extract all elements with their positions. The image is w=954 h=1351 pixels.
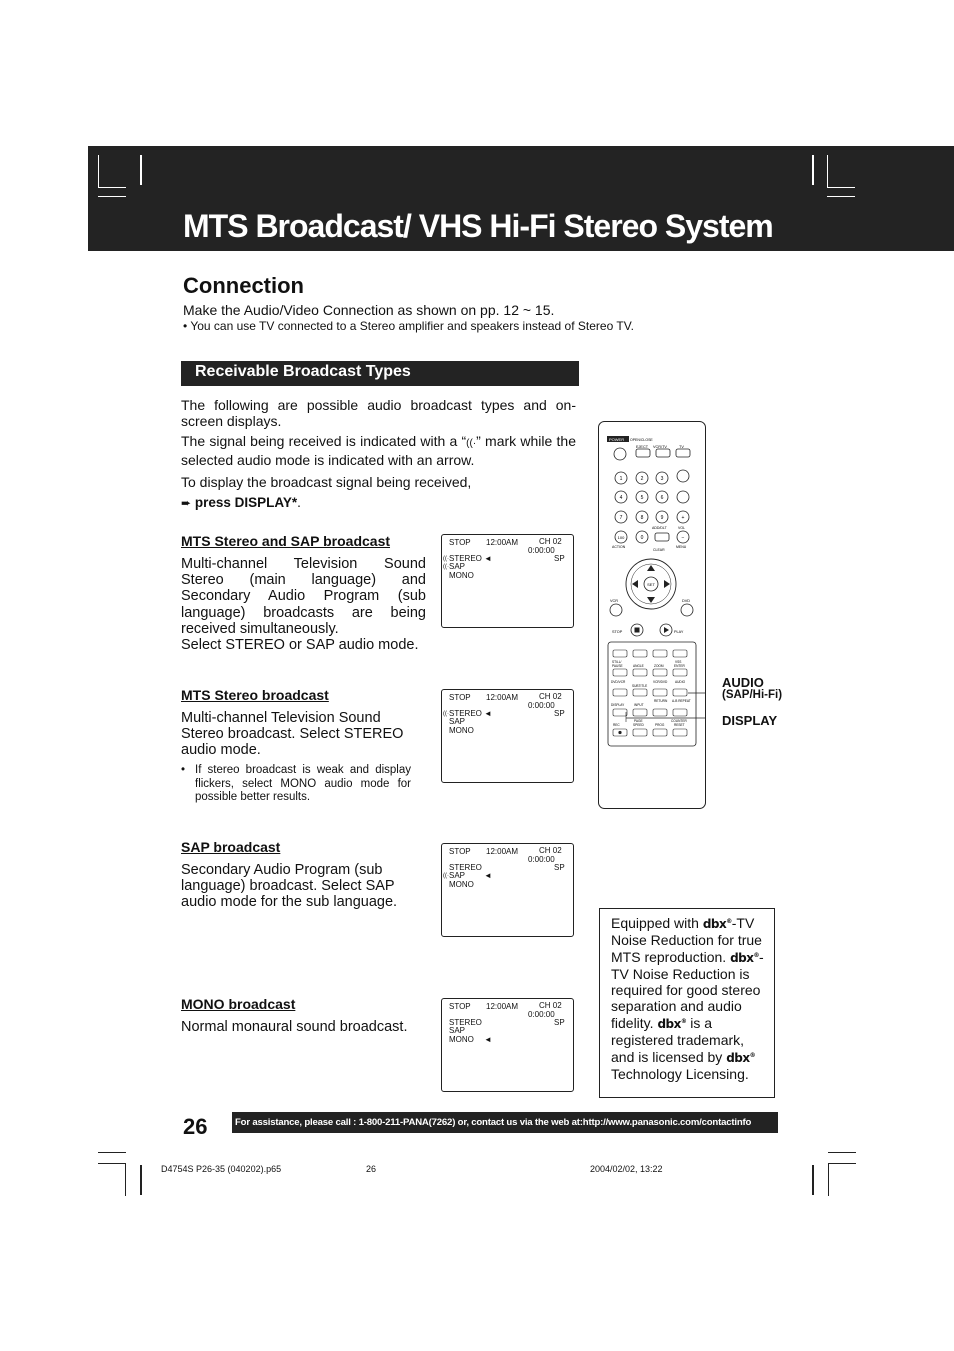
title-banner — [88, 146, 954, 251]
connection-note: • You can use TV connected to a Stereo amplifier and speakers instead of Stereo TV. — [183, 319, 634, 333]
svg-text:DVD/VCR: DVD/VCR — [611, 680, 626, 684]
dbx-logo: dbx® — [657, 1017, 687, 1031]
svg-text:ANGLE: ANGLE — [633, 664, 644, 668]
osd-speed: SP — [554, 863, 565, 872]
svg-text:0: 0 — [640, 535, 644, 541]
crop-mark — [140, 155, 142, 185]
osd-channel: CH 02 — [539, 537, 562, 546]
svg-text:ACTION: ACTION — [612, 545, 626, 549]
osd-signal-icon: ((· — [443, 873, 449, 879]
osd-signal-icon: ((· — [443, 556, 449, 562]
osd-stop: STOP — [449, 693, 471, 702]
display-instruction: To display the broadcast signal being received, — [181, 474, 472, 490]
svg-text:5: 5 — [640, 495, 644, 501]
svg-text:1: 1 — [619, 476, 623, 482]
footer-filename: D4754S P26-35 (040202).p65 — [161, 1164, 282, 1174]
svg-text:ADD/DLT: ADD/DLT — [652, 526, 667, 530]
osd-time: 12:00AM — [486, 538, 519, 547]
crop-mark — [827, 187, 855, 188]
osd-channel: CH 02 — [539, 846, 562, 855]
osd-arrow-icon: ◄ — [484, 554, 492, 563]
svg-text:AUDIO: AUDIO — [675, 680, 686, 684]
dbx-note-text — [611, 914, 765, 1082]
page-title: MTS Broadcast/ VHS Hi-Fi Stereo System — [183, 208, 773, 244]
crop-mark — [827, 155, 828, 188]
svg-text:EJECT: EJECT — [636, 445, 649, 449]
svg-text:VCR/DVD: VCR/DVD — [653, 680, 668, 684]
svg-text:VCR: VCR — [610, 599, 619, 603]
svg-text:100: 100 — [617, 535, 625, 540]
svg-text:INPUT: INPUT — [634, 703, 644, 707]
osd-screen-stereo-sap — [441, 534, 574, 628]
osd-arrow-icon: ◄ — [484, 1035, 492, 1044]
osd-time: 12:00AM — [486, 847, 519, 856]
sap-heading: SAP broadcast — [181, 839, 281, 855]
svg-text:COUNTER: COUNTER — [671, 719, 687, 723]
svg-text:4: 4 — [619, 495, 623, 501]
osd-stereo: STEREO — [449, 709, 482, 718]
sap-body: Secondary Audio Program (sub language) broadcast. Select SAP audio mode for the sub language. — [181, 862, 398, 911]
osd-mono: MONO — [449, 571, 474, 580]
svg-text:9: 9 — [660, 515, 664, 521]
osd-signal-icon: ((· — [443, 711, 449, 717]
svg-text:DISPLAY: DISPLAY — [611, 703, 625, 707]
svg-text:PAUSE: PAUSE — [612, 664, 623, 668]
page-number: 26 — [183, 1114, 208, 1139]
dbx-text-1a: Equipped with — [611, 915, 703, 931]
crop-mark — [98, 1163, 126, 1164]
svg-text:STILL/: STILL/ — [612, 660, 622, 664]
osd-counter: 0:00:00 — [528, 855, 555, 864]
crop-mark — [140, 1165, 142, 1195]
svg-text:DVD: DVD — [682, 599, 691, 603]
osd-arrow-icon: ◄ — [484, 871, 492, 880]
svg-text:−: − — [681, 535, 685, 541]
crop-mark — [98, 155, 99, 188]
crop-mark — [125, 1163, 126, 1196]
dbx-text-2: -TV Noise Reduction is required for good stereo separation and audio fidelity. — [611, 949, 764, 1031]
osd-stop: STOP — [449, 847, 471, 856]
svg-text:2: 2 — [640, 476, 644, 482]
svg-text:PAGE: PAGE — [634, 719, 643, 723]
svg-text:RETURN: RETURN — [654, 699, 668, 703]
crop-mark — [98, 1152, 126, 1153]
osd-screen-sap — [441, 843, 574, 937]
display-button-callout: DISPLAY — [722, 713, 778, 728]
crop-mark — [828, 1163, 856, 1164]
press-display-line — [181, 495, 301, 510]
svg-text:PROG: PROG — [655, 723, 665, 727]
audio-button-callout-sub: (SAP/Hi-Fi) — [722, 689, 783, 701]
svg-text:A-B REPEAT: A-B REPEAT — [672, 699, 691, 703]
dbx-logo: dbx® — [730, 951, 759, 965]
crop-mark — [827, 196, 855, 197]
dbx-note-box — [599, 908, 775, 1098]
press-display-text: press DISPLAY* — [194, 495, 298, 510]
osd-stereo: STEREO — [449, 863, 482, 872]
crop-mark — [828, 1163, 829, 1196]
osd-sap: SAP — [449, 871, 466, 880]
section-heading-bar — [181, 361, 579, 386]
svg-text:ENTER: ENTER — [674, 664, 685, 668]
mts-stereo-sap-body: Multi-channel Television Sound Stereo (main language) and Secondary Audio Program (sub language) broadcasts are being received simultaneously. — [181, 556, 426, 637]
osd-counter: 0:00:00 — [528, 1010, 555, 1019]
osd-time: 12:00AM — [486, 1002, 519, 1011]
osd-mono: MONO — [449, 726, 474, 735]
osd-sap: SAP — [449, 1026, 466, 1035]
intro-paragraph: The following are possible audio broadcast types and on-screen displays. — [181, 397, 576, 429]
svg-text:MENU: MENU — [676, 545, 687, 549]
remote-control-illustration — [598, 421, 706, 809]
osd-mono: MONO — [449, 880, 474, 889]
osd-sap: SAP — [449, 562, 466, 571]
footer-page: 26 — [366, 1164, 377, 1174]
osd-stop: STOP — [449, 538, 471, 547]
svg-text:8: 8 — [640, 515, 644, 521]
osd-screen-stereo — [441, 689, 574, 783]
power-label: POWER — [609, 437, 625, 442]
svg-text:SET: SET — [647, 582, 655, 587]
svg-text:OPEN/CLOSE: OPEN/CLOSE — [630, 438, 653, 442]
osd-signal-icon: ((· — [443, 564, 449, 570]
svg-text:VOL: VOL — [678, 526, 686, 530]
osd-speed: SP — [554, 709, 565, 718]
osd-stop: STOP — [449, 1002, 471, 1011]
osd-counter: 0:00:00 — [528, 701, 555, 710]
svg-text:+: + — [681, 515, 685, 521]
crop-mark — [828, 1152, 856, 1153]
svg-text:SUBTITLE: SUBTITLE — [632, 684, 648, 688]
osd-stereo: STEREO — [449, 1018, 482, 1027]
mts-stereo-sap-heading: MTS Stereo and SAP broadcast — [181, 533, 391, 549]
arrow-right-icon: ➨ — [181, 496, 192, 510]
osd-sap: SAP — [449, 717, 466, 726]
mono-body: Normal monaural sound broadcast. — [181, 1019, 408, 1035]
svg-text:3: 3 — [660, 476, 664, 482]
crop-mark — [812, 155, 814, 185]
osd-arrow-icon: ◄ — [484, 709, 492, 718]
dbx-logo: dbx® — [702, 917, 732, 931]
svg-text:SPEED: SPEED — [633, 723, 644, 727]
svg-text:ZOOM: ZOOM — [654, 664, 664, 668]
connection-intro: Make the Audio/Video Connection as shown on pp. 12 ~ 15. — [183, 302, 555, 318]
svg-text:REC: REC — [613, 723, 620, 727]
svg-text:7: 7 — [619, 515, 623, 521]
svg-text:RESET: RESET — [674, 723, 685, 727]
dbx-logo: dbx® — [726, 1051, 756, 1065]
connection-heading: Connection — [183, 273, 304, 298]
crop-mark — [98, 196, 126, 197]
svg-text:PLAY: PLAY — [674, 630, 684, 634]
dbx-text-3: is a registered trademark, and is licensed by — [611, 1015, 745, 1065]
svg-text:VCR/TV: VCR/TV — [653, 445, 667, 449]
assistance-bar — [232, 1112, 778, 1133]
press-display-period: . — [297, 495, 301, 510]
note-text: If stereo broadcast is weak and display flickers, select MONO audio mode for possible better results. — [195, 764, 411, 803]
osd-counter: 0:00:00 — [528, 546, 555, 555]
svg-text:VSS: VSS — [675, 660, 682, 664]
signal-paragraph — [181, 433, 576, 468]
mts-stereo-heading: MTS Stereo broadcast — [181, 687, 329, 703]
svg-text:STOP: STOP — [612, 630, 623, 634]
crop-mark — [98, 187, 126, 188]
osd-mono: MONO — [449, 1035, 474, 1044]
svg-text:6: 6 — [660, 495, 664, 501]
osd-speed: SP — [554, 554, 565, 563]
audio-button-callout: AUDIO — [722, 675, 764, 690]
assistance-text: For assistance, please call : 1-800-211-PANA(7262) or, contact us via the web at:http://www.panasonic.com/contactinfo — [235, 1117, 752, 1128]
svg-text:CLEAR: CLEAR — [653, 548, 665, 552]
signal-text-a: The signal being received is indicated with a “ — [181, 433, 467, 449]
mono-heading: MONO broadcast — [181, 996, 296, 1012]
mts-stereo-sap-select: Select STEREO or SAP audio mode. — [181, 637, 419, 653]
svg-text:TV: TV — [679, 445, 684, 449]
mts-stereo-body: Multi-channel Television Sound Stereo broadcast. Select STEREO audio mode. — [181, 710, 404, 759]
signal-mark-icon: ((· — [466, 438, 477, 449]
crop-mark — [812, 1165, 814, 1195]
osd-stereo: STEREO — [449, 554, 482, 563]
osd-screen-mono — [441, 998, 574, 1092]
dbx-text-1b: -TV Noise Reduction for true MTS reproduction. — [611, 915, 762, 965]
footer-date: 2004/02/02, 13:22 — [590, 1164, 663, 1174]
signal-text-b: ” mark while the selected audio mode is indicated with an arrow. — [181, 433, 576, 468]
section-heading: Receivable Broadcast Types — [195, 363, 411, 380]
osd-channel: CH 02 — [539, 1001, 562, 1010]
note-bullet: • — [181, 764, 186, 776]
osd-time: 12:00AM — [486, 693, 519, 702]
mts-stereo-note — [181, 764, 411, 805]
osd-channel: CH 02 — [539, 692, 562, 701]
osd-speed: SP — [554, 1018, 565, 1027]
dbx-text-4: Technology Licensing. — [611, 1066, 749, 1082]
